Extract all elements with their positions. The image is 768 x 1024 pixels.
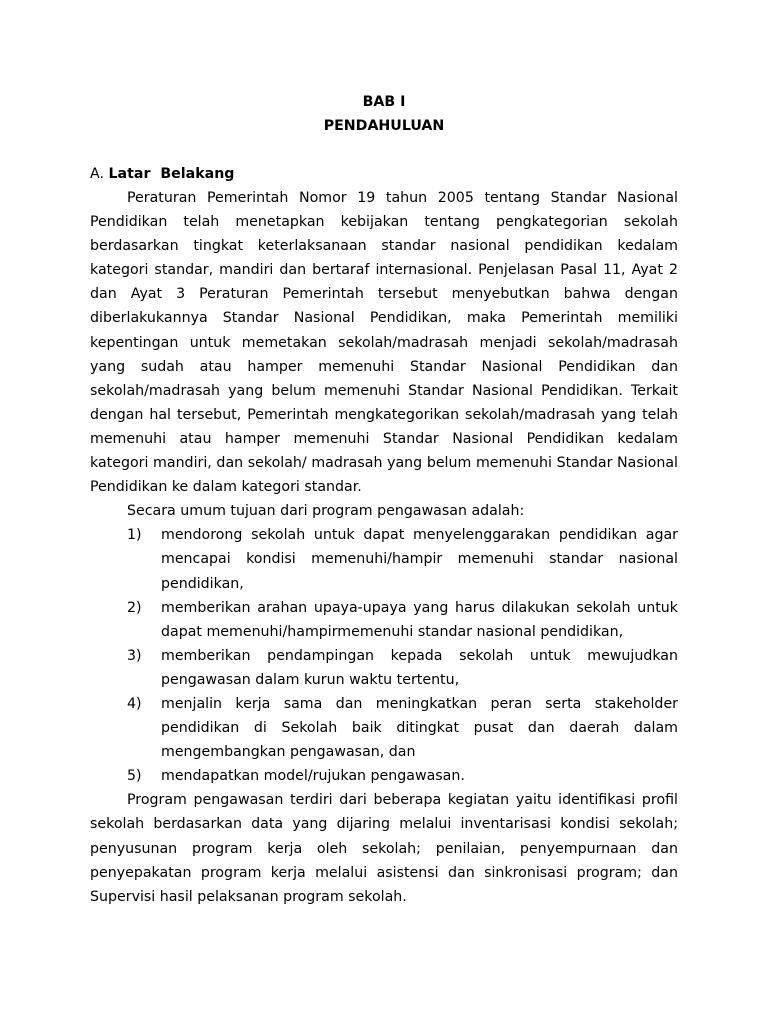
list-item-text: mendapatkan model/rujukan pengawasan.	[161, 768, 465, 785]
list-item	[90, 523, 678, 595]
list-item-number: 1)	[127, 527, 142, 544]
paragraph-background: Peraturan Pemerintah Nomor 19 tahun 2005 tentang Standar Nasional Pendidikan telah menetapkan kebijakan tentang pengkategorian sekolah berdasarkan tingkat keterlaksanaan standar nasional pendidikan kedalam kategori standar, mandiri dan bertaraf internasional. Penjelasan Pasal 11, Ayat 2 dan Ayat 3 Peraturan Pemerintah tersebut menyebutkan bahwa dengan diberlakukannya Standar Nasional Pendidikan, maka Pemerintah memiliki kepentingan untuk memetakan sekolah/madrasah menjadi sekolah/madrasah yang sudah atau hamper memenuhi Standar Nasional Pendidikan dan sekolah/madrasah yang belum memenuhi Standar Nasional Pendidikan. Terkait dengan hal tersebut, Pemerintah mengkategorikan sekolah/madrasah yang telah memenuhi atau hamper memenuhi Standar Nasional Pendidikan kedalam kategori mandiri, dan sekolah/ madrasah yang belum memenuhi Standar Nasional Pendidikan ke dalam kategori standar.	[90, 190, 678, 496]
paragraph-program-activities: Program pengawasan terdiri dari beberapa kegiatan yaitu identifikasi profil sekolah berdasarkan data yang dijaring melalui inventarisasi kondisi sekolah; penyusunan program kerja oleh sekolah; penilaian, penyempurnaan dan penyepakatan program kerja melalui asistensi dan sinkronisasi program; dan Supervisi hasil pelaksanan program sekolah.	[90, 792, 678, 905]
section-letter: A.	[90, 166, 104, 182]
list-item-text: memberikan pendampingan kepada sekolah untuk mewujudkan pengawasan dalam kurun waktu tertentu,	[161, 647, 678, 688]
list-item-number: 3)	[127, 647, 142, 664]
document-body	[90, 186, 678, 909]
list-item-text: memberikan arahan upaya-upaya yang harus dilakukan sekolah untuk dapat memenuhi/hampirmemenuhi standar nasional pendidikan,	[161, 599, 678, 640]
list-item-number: 5)	[127, 768, 142, 785]
chapter-number: BAB I	[362, 94, 406, 110]
list-item-text: mendorong sekolah untuk dapat menyelenggarakan pendidikan agar mencapai kondisi memenuhi/hampir memenuhi standar nasional pendidikan,	[161, 527, 678, 592]
objectives-list	[90, 523, 678, 788]
list-item	[90, 596, 678, 644]
section-heading	[90, 162, 234, 186]
list-item-number: 4)	[127, 695, 142, 712]
list-item-text: menjalin kerja sama dan meningkatkan peran serta stakeholder pendidikan di Sekolah baik ditingkat pusat dan daerah dalam mengembangkan pengawasan, dan	[161, 695, 678, 761]
section-title: Latar Belakang	[108, 166, 235, 182]
list-item	[90, 644, 678, 692]
list-item-number: 2)	[127, 599, 142, 616]
paragraph-objectives-intro: Secara umum tujuan dari program pengawasan adalah:	[127, 503, 525, 520]
list-item	[90, 764, 678, 788]
list-item	[90, 692, 678, 764]
chapter-title: PENDAHULUAN	[323, 118, 445, 134]
